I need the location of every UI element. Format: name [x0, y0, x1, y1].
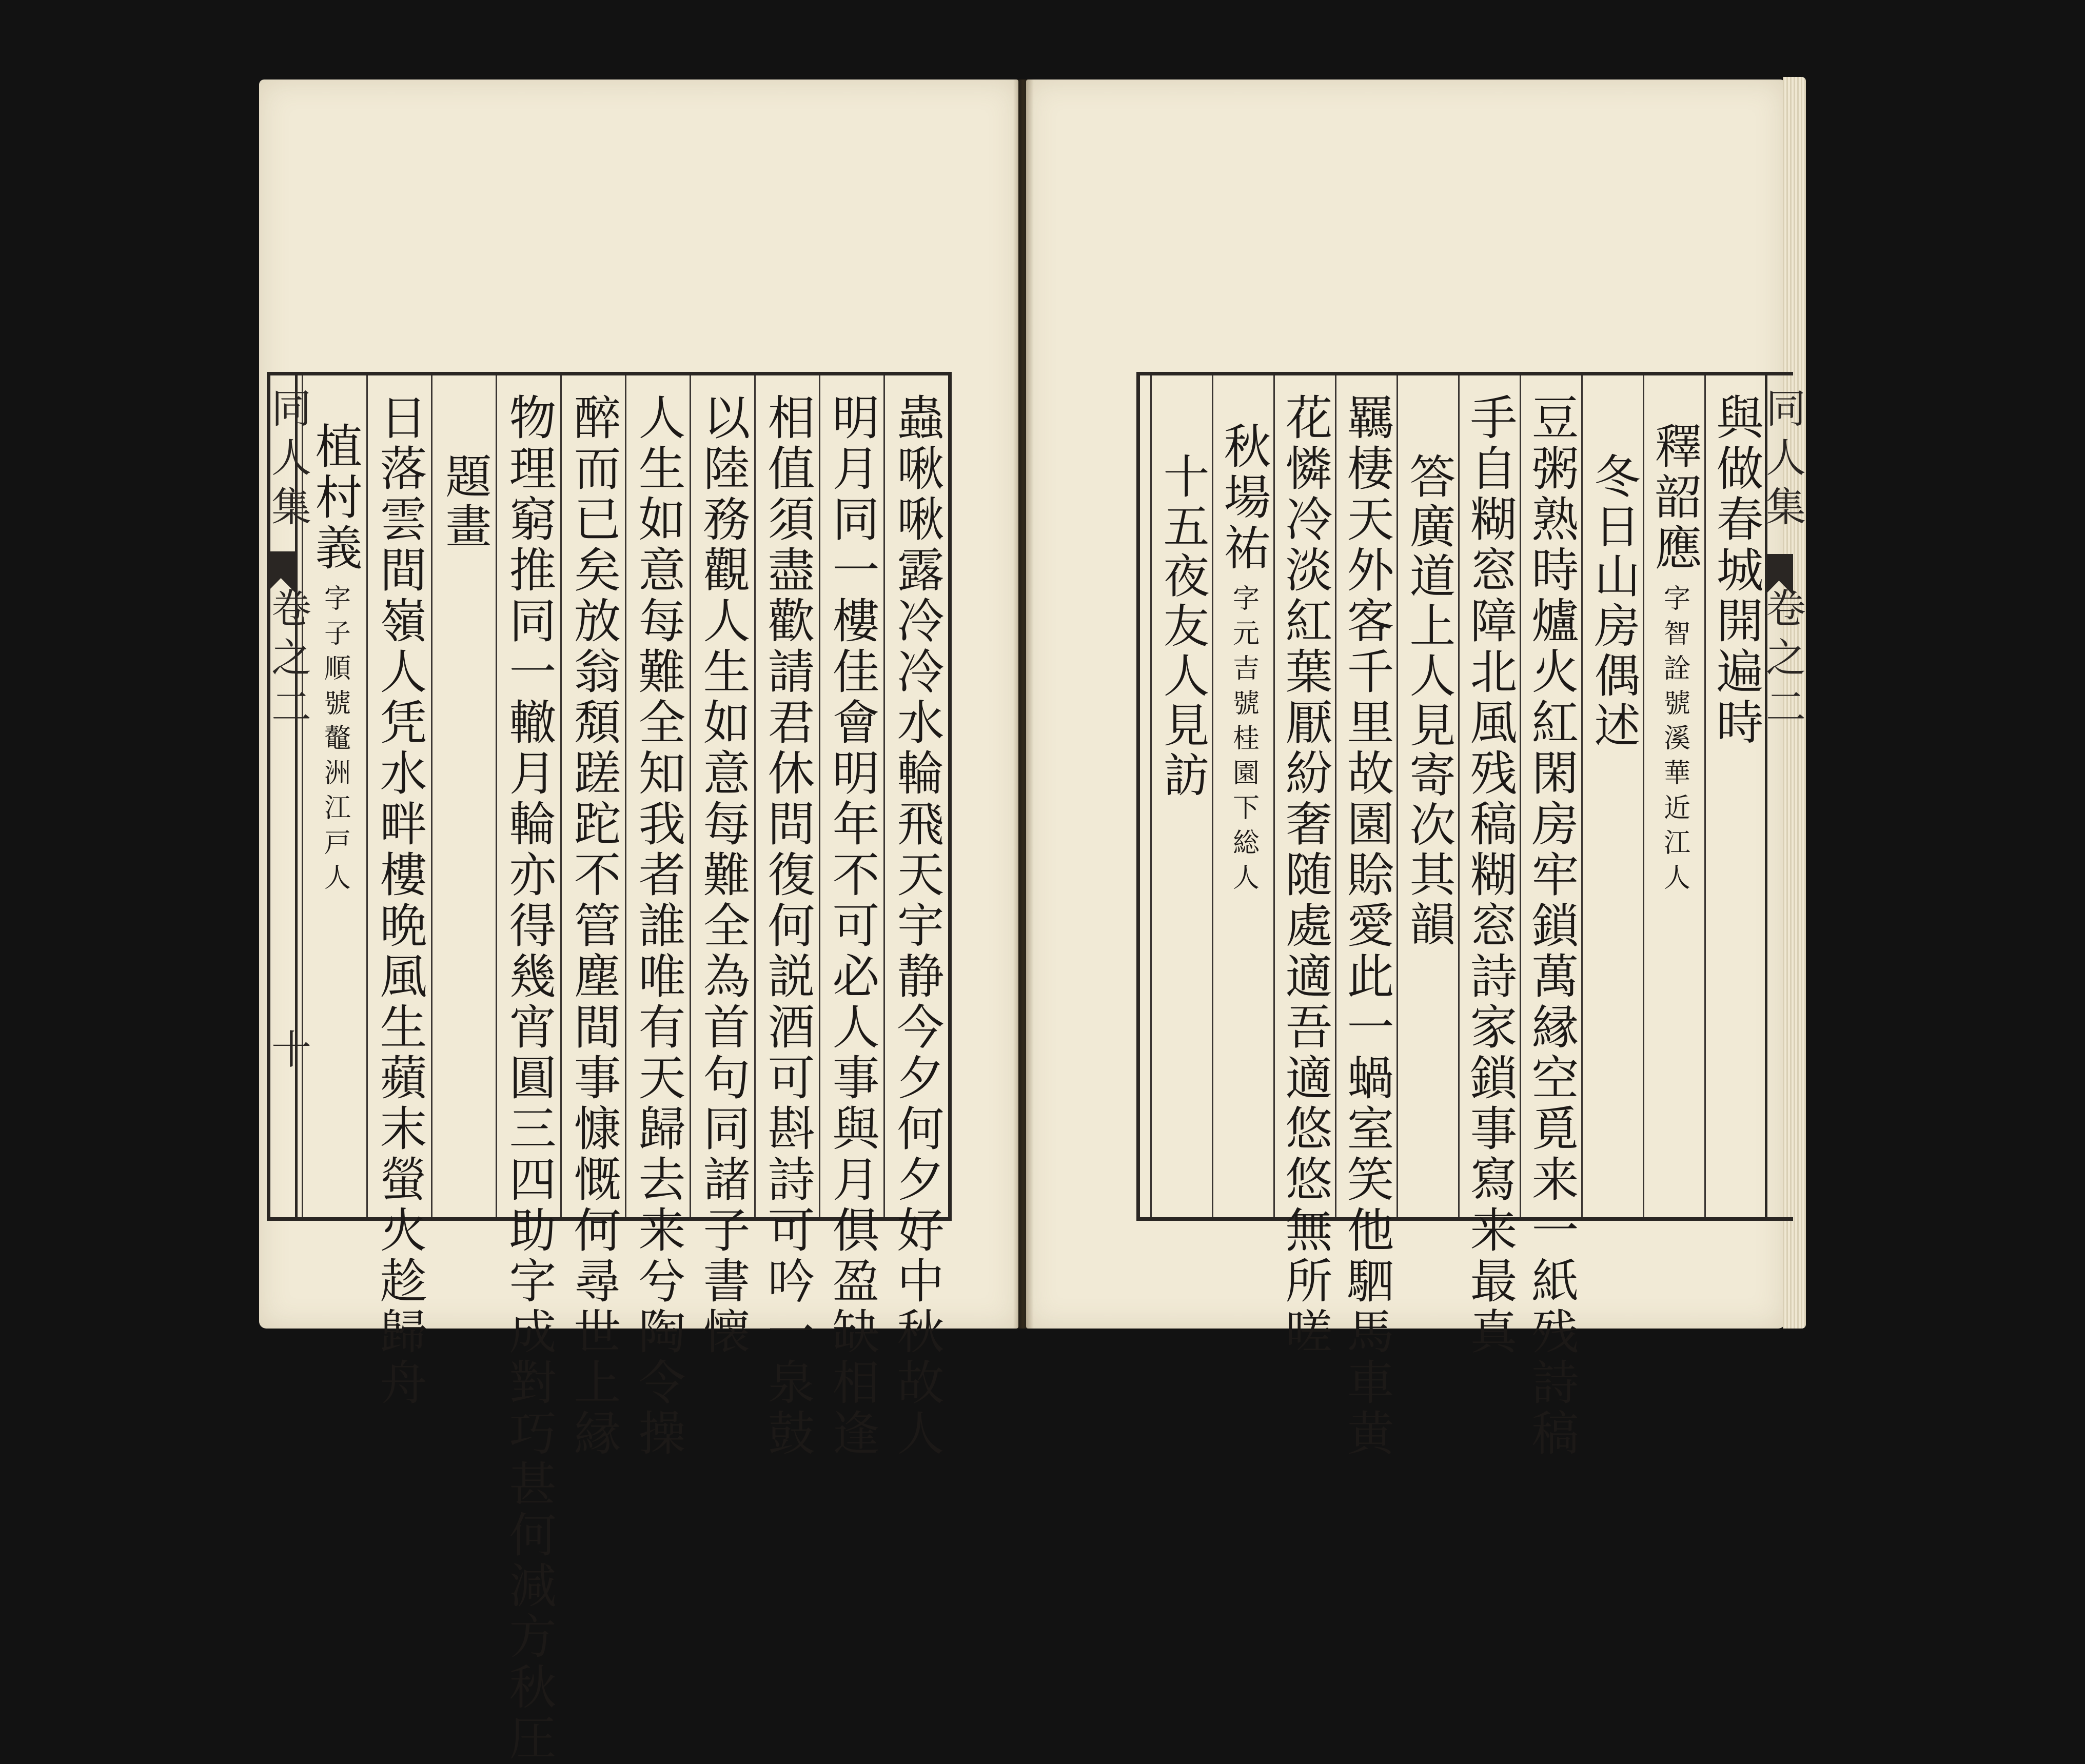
margin-volume: 卷之二: [1759, 587, 1805, 735]
poem-line: 手自糊窓障北風残稿糊窓詩家鎖事寫来最真: [1462, 393, 1518, 1358]
text-column: [1212, 375, 1273, 1217]
poem-title: 冬日山房偶述: [1586, 452, 1640, 751]
poem-line: 醉而已矣放翁頽蹉跎不管塵間事慷慨何尋世上縁: [566, 393, 621, 1459]
text-column: [690, 375, 754, 1358]
text-column: [625, 375, 690, 1459]
poem-line: 花憐冷淡紅葉厭紛奢随處適吾適悠悠無所嗟: [1277, 393, 1333, 1358]
text-column: [1581, 375, 1643, 1217]
author-name: 秋場祐: [1216, 422, 1271, 574]
text-column: [1643, 375, 1704, 1217]
margin-title: 同人集: [1759, 387, 1805, 535]
text-column: [1520, 375, 1581, 1459]
text-column: [1704, 375, 1766, 1217]
poem-line: 豆粥熟時爐火紅閑房牢鎖萬縁空覓来一紙残詩稿: [1524, 393, 1579, 1459]
author-name: 釋韶應: [1647, 422, 1702, 574]
poem-line: 人生如意每難全知我者誰唯有天歸去来兮陶令操: [631, 393, 686, 1459]
margin-folio: 十: [265, 1028, 311, 1078]
text-column: [431, 375, 496, 1217]
poem-title: 題畫: [437, 452, 491, 552]
poem-title: 十五夜友人見訪: [1155, 452, 1209, 801]
poem-line: 明月同一樓佳會明年不可必人事與月俱盈缺相逢: [824, 393, 880, 1459]
left-fold-margin: [265, 372, 311, 1221]
text-column: [883, 375, 948, 1459]
text-column: [754, 375, 819, 1459]
book-gutter: [1013, 80, 1034, 1329]
poem-line: 日落雲間嶺人凭水畔樓晩風生蘋末螢火趁歸舟: [372, 393, 427, 1409]
poem-line: 相值須盡歡請君休問復何説酒可斟詩可吟一泉鼓: [760, 393, 815, 1459]
text-column: [1273, 375, 1335, 1358]
author-note: 字子順號鼇洲江戸人: [319, 584, 350, 898]
text-column: [302, 375, 366, 1217]
author-note: 字智詮號溪華近江人: [1659, 584, 1690, 898]
text-column: [1150, 375, 1212, 1217]
author-note: 字元吉號桂園下総人: [1228, 584, 1259, 898]
text-column: [1396, 375, 1458, 1217]
text-column: [560, 375, 625, 1459]
text-column: [819, 375, 883, 1459]
text-column: [1458, 375, 1520, 1358]
poem-line: 羈棲天外客千里故園賒愛此一蝸室笑他駟馬車黄: [1339, 393, 1394, 1459]
text-column: [1335, 375, 1396, 1459]
author-name: 植村義: [307, 422, 363, 574]
poem-line: 以陸務觀人生如意每難全為首句同諸子書懐: [695, 393, 751, 1358]
margin-title: 同人集: [265, 387, 311, 535]
right-text-frame: [1136, 372, 1793, 1459]
margin-volume: 卷之二: [265, 587, 311, 735]
poem-line: 物理窮推同一轍月輪亦得幾宵圓三四助字成對巧甚何減方秋圧: [501, 393, 557, 1764]
poem-line: 蟲啾啾露冷冷水輪飛天宇静今夕何夕好中秋故人: [889, 393, 945, 1459]
text-column: [496, 375, 560, 1764]
poem-title: 答廣道上人見寄次其韻: [1401, 452, 1455, 950]
left-text-frame: [267, 372, 952, 1764]
poem-line: 與做春城開遍時: [1708, 393, 1764, 748]
right-fold-margin: [1759, 372, 1805, 1221]
text-column: [366, 375, 431, 1409]
